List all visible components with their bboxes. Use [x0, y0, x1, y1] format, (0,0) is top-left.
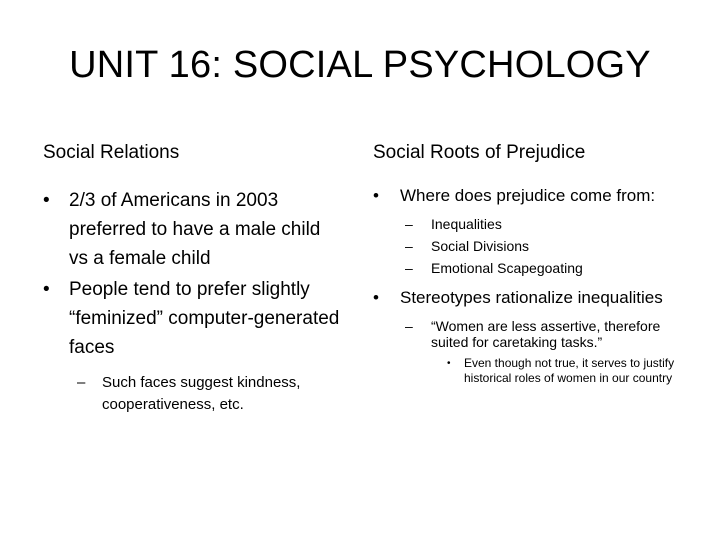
bullet-glyph: •: [373, 288, 379, 307]
sub-bullet-item: [43, 372, 343, 416]
sub-bullet-text: Social Divisions: [431, 238, 530, 254]
sub-bullet-text: Inequalities: [431, 216, 502, 232]
bullet-item: [373, 186, 693, 206]
left-column-heading: Social Relations: [43, 142, 180, 163]
bullet-item: [373, 288, 693, 308]
bullet-text: 2/3 of Americans in 2003 preferred to have a male child vs a female child: [69, 190, 321, 269]
bullet-item: [43, 275, 343, 362]
slide-title: UNIT 16: SOCIAL PSYCHOLOGY: [69, 44, 651, 86]
sub-bullet-item: [373, 216, 693, 232]
bullet-glyph: •: [447, 358, 451, 369]
right-column: [373, 142, 693, 386]
sub-bullet-text: Emotional Scapegoating: [431, 260, 583, 276]
dash-glyph: –: [405, 260, 413, 276]
sub-bullet-item: [373, 238, 693, 254]
sub-bullet-text: Such faces suggest kindness, cooperativeness, etc.: [102, 374, 301, 413]
left-column: [43, 142, 343, 416]
bullet-text: People tend to prefer slightly “feminized” computer-generated faces: [69, 279, 340, 358]
bullet-glyph: •: [43, 190, 50, 211]
sub-bullet-text: “Women are less assertive, therefore suited for caretaking tasks.”: [431, 318, 661, 350]
dash-glyph: –: [77, 374, 86, 391]
bullet-glyph: •: [43, 279, 50, 300]
sub-bullet-item: [373, 260, 693, 276]
bullet-text: Stereotypes rationalize inequalities: [400, 288, 663, 307]
sub-bullet-item: [373, 318, 693, 350]
bullet-text: Where does prejudice come from:: [400, 186, 656, 205]
bullet-glyph: •: [373, 186, 379, 205]
bullet-item: [43, 186, 343, 273]
dash-glyph: –: [405, 216, 413, 232]
dash-glyph: –: [405, 318, 413, 334]
dash-glyph: –: [405, 238, 413, 254]
sub-sub-bullet-text: Even though not true, it serves to justify historical roles of women in our country: [464, 356, 675, 385]
sub-sub-bullet-item: [373, 356, 693, 386]
right-column-heading: Social Roots of Prejudice: [373, 142, 586, 163]
